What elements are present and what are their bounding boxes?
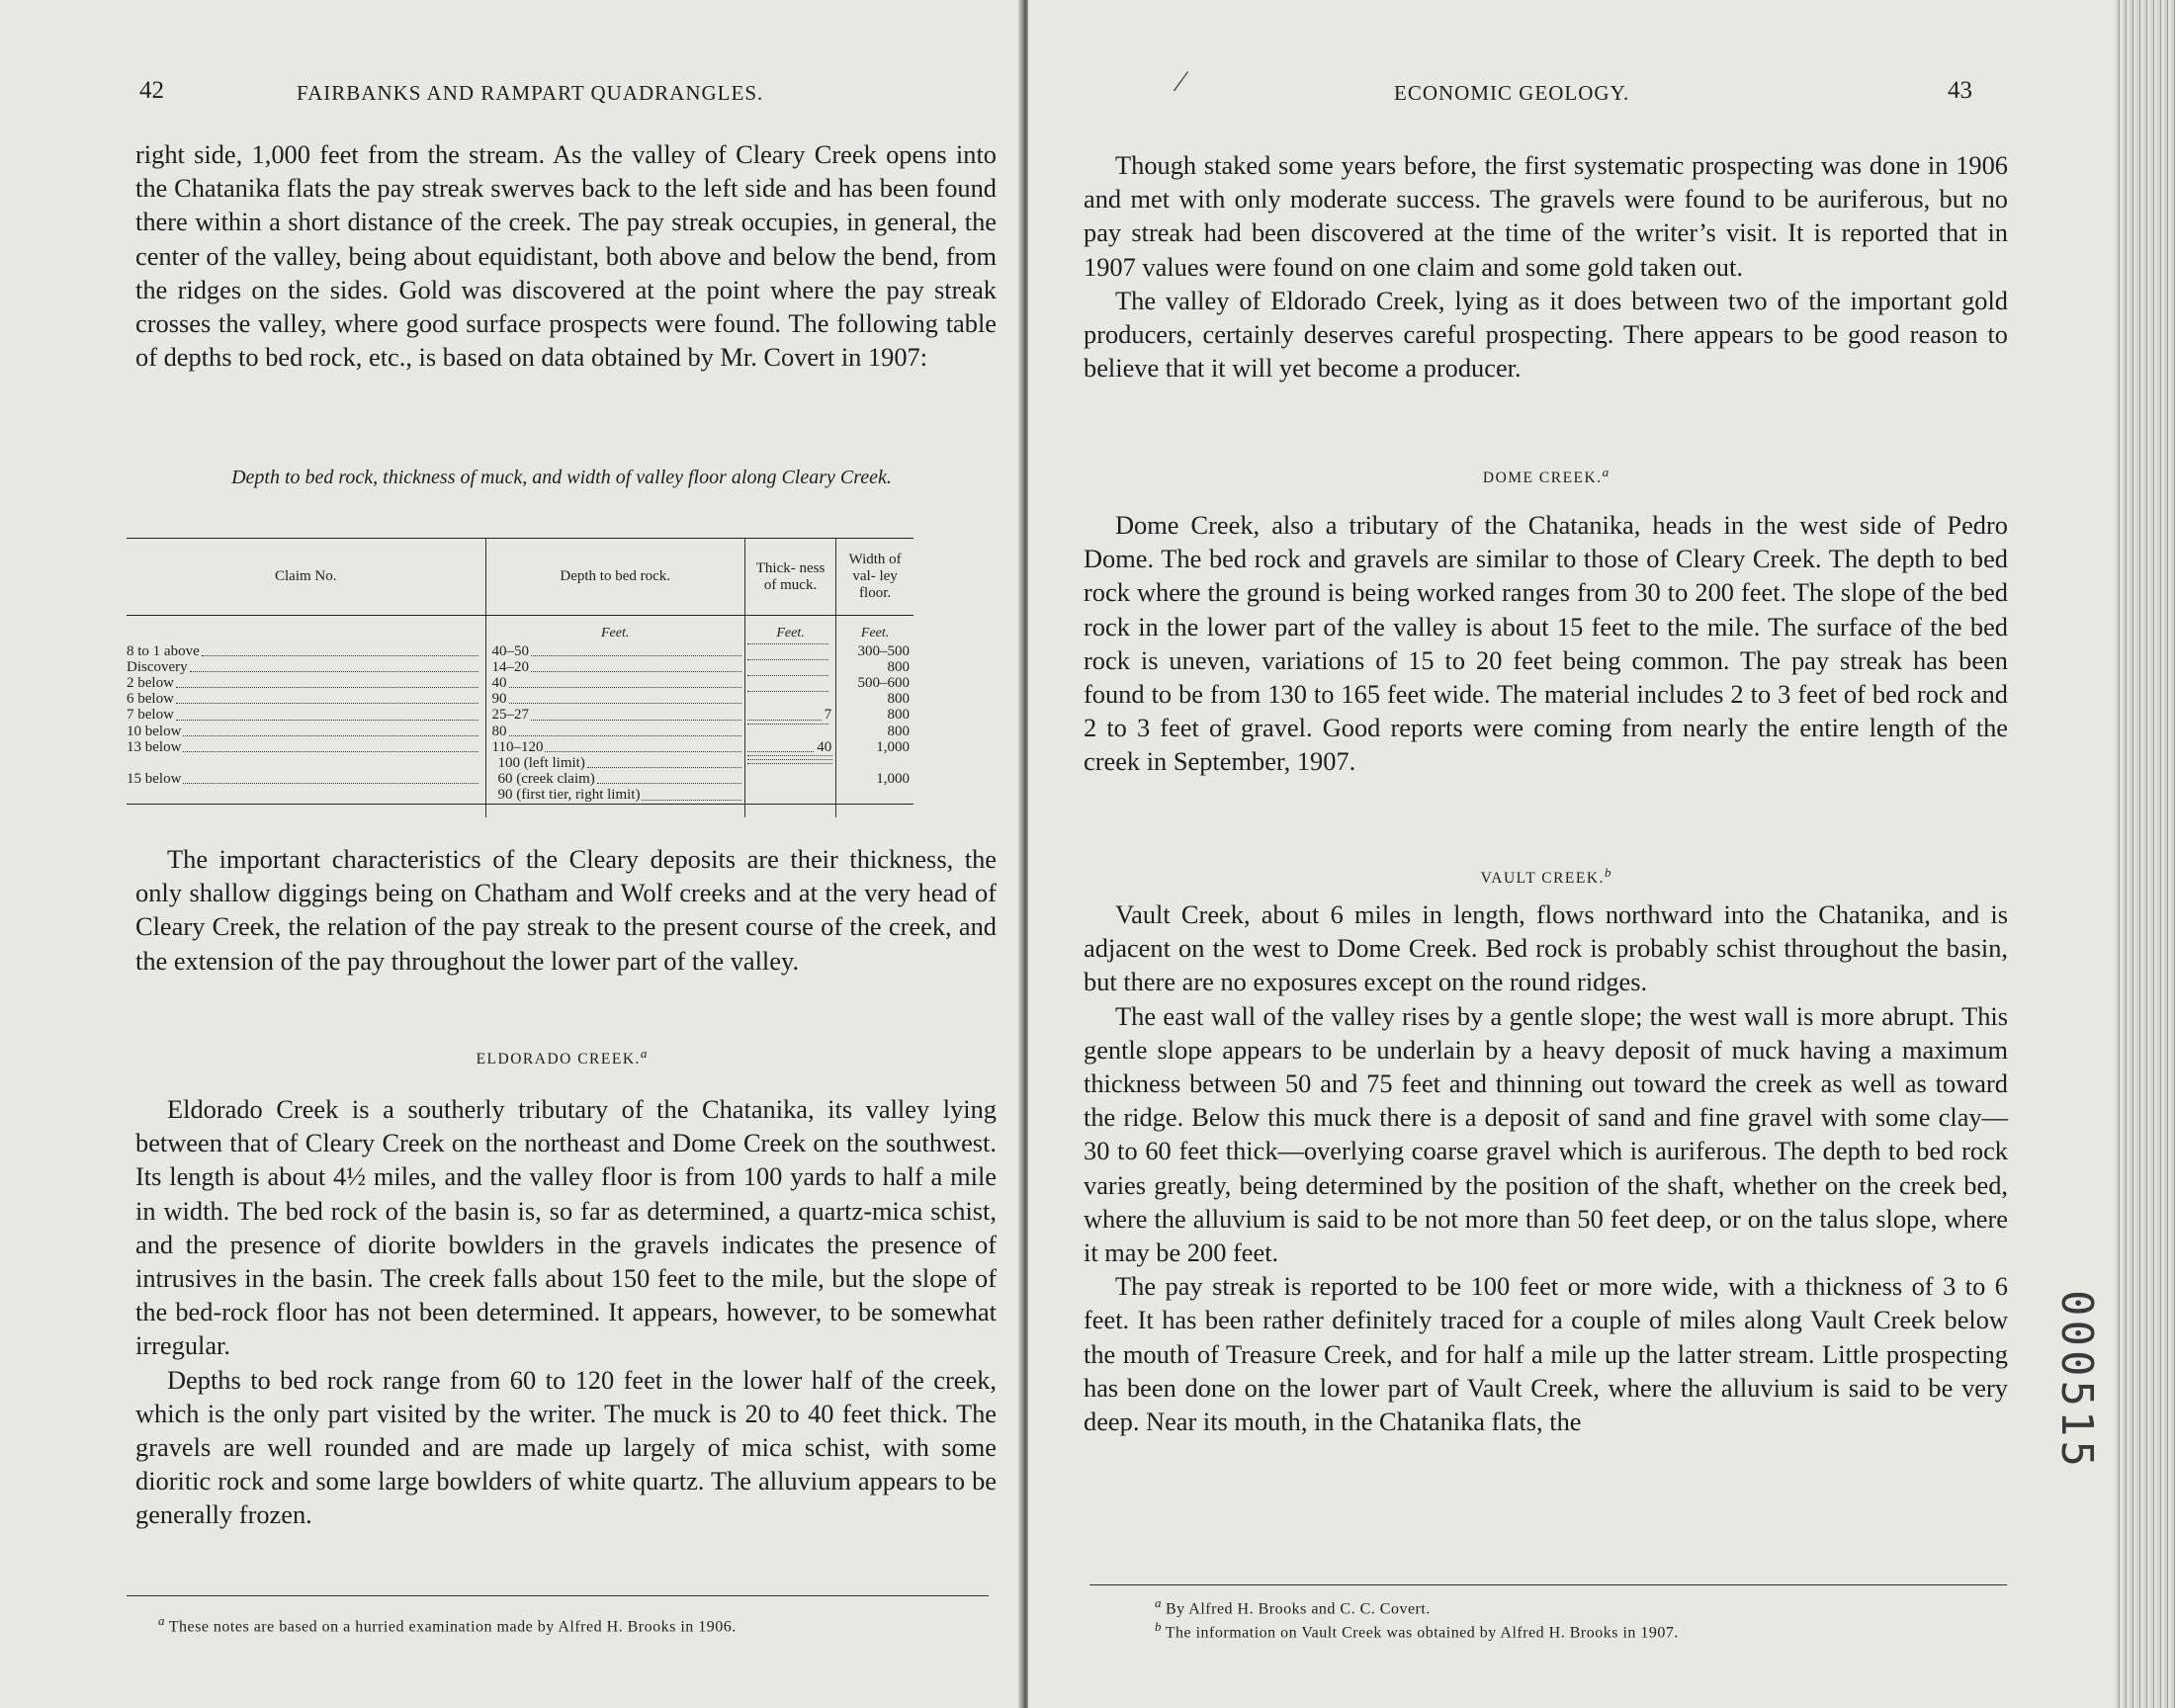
claim-cell: 13 below bbox=[127, 738, 182, 755]
eldorado-text bbox=[135, 1092, 997, 1532]
depth-cell-creek-claim: 60 (creek claim) bbox=[497, 771, 595, 788]
unit-muck: Feet. bbox=[744, 616, 835, 643]
right-page-number: 43 bbox=[1948, 77, 1972, 104]
header-depth: Depth to bed rock. bbox=[485, 539, 744, 616]
header-claim: Claim No. bbox=[127, 539, 485, 616]
width-cell: 800 bbox=[836, 691, 914, 707]
table-row bbox=[127, 691, 914, 707]
page-stack-edge bbox=[2116, 0, 2175, 1708]
header-muck: Thick- ness of muck. bbox=[744, 539, 835, 616]
vault-text bbox=[1084, 897, 2008, 1438]
eldorado-heading-text: ELDORADO CREEK. bbox=[476, 1051, 641, 1068]
para-vault-3: The pay streak is reported to be 100 feet or more wide, with a thickness of 3 to 6 feet. It has been rather definitely traced for a couple of miles along Vault Creek below the mouth of Treasure Creek, and for half a mile up the latter stream. Little prospecting has been done on the lower part of Vault Creek, where the alluvium is said to be very deep. Near its mouth, in the Chatanika flats, the bbox=[1084, 1271, 2008, 1437]
width-cell: 1,000 bbox=[836, 739, 914, 755]
left-para-top-block bbox=[135, 137, 997, 374]
para-dome: Dome Creek, also a tributary of the Chatanika, heads in the west side of Pedro Dome. The bed rock and gravels are similar to those of Cleary Creek. The depth to bed rock where the ground is being worked ranges from 30 to 200 feet. The slope of the bed rock in the lower part of the valley is about 15 feet to the mile. The surface of the bed rock is uneven, variations of 15 to 20 feet being common. The pay streak has been found to be from 130 to 165 feet wide. The material includes 2 to 3 feet of bed rock and 2 to 3 feet of gravel. Good reports were coming from nearly the entire length of the creek in September, 1907. bbox=[1084, 510, 2008, 777]
depth-table bbox=[127, 538, 914, 817]
left-footnote-marker: a bbox=[158, 1613, 165, 1628]
right-footnote-a-text: By Alfred H. Brooks and C. C. Covert. bbox=[1166, 1600, 1431, 1618]
left-page-number: 42 bbox=[139, 77, 164, 104]
left-lower-text bbox=[135, 842, 997, 978]
claim-cell: Discovery bbox=[127, 658, 188, 675]
width-cell: 800 bbox=[836, 659, 914, 675]
para-vault-1: Vault Creek, about 6 miles in length, flows northward into the Chatanika, and is adjacent on the west to Dome Creek. Bed rock is probably schist throughout the basin, but there are no exposures except on the round ridges. bbox=[1084, 899, 2008, 997]
header-width: Width of val- ley floor. bbox=[836, 539, 914, 616]
width-cell: 800 bbox=[836, 707, 914, 723]
para-right-2: The valley of Eldorado Creek, lying as it does between two of the important gold producers, certainly deserves careful prospecting. There appears to be good reason to believe that it will yet become a producer. bbox=[1084, 285, 2008, 384]
vault-heading bbox=[1084, 865, 2008, 888]
right-footnote-rule bbox=[1089, 1584, 2007, 1585]
dome-footnote-marker: a bbox=[1602, 465, 1610, 479]
left-para-top: right side, 1,000 feet from the stream. As the valley of Cleary Creek opens into the Chatanika flats the pay streak swerves back to the left side and has been found there within a short distance of the creek. The pay streak occupies, in general, the center of the valley, being about equidistant, both above and below the bend, from the ridges on the sides. Gold was discovered at the point where the pay streak crosses the valley, where good surface prospects were found. The following table of depths to bed rock, etc., is based on data obtained by Mr. Covert in 1907: bbox=[135, 139, 997, 373]
right-footnote-a-marker: a bbox=[1155, 1595, 1162, 1610]
depth-cell: 90 bbox=[491, 691, 507, 708]
table-body bbox=[127, 643, 914, 755]
eldorado-footnote-marker: a bbox=[640, 1046, 648, 1061]
para-eldorado-2: Depths to bed rock range from 60 to 120 feet in the lower half of the creek, which is the only part visited by the writer. The muck is 20 to 40 feet thick. The gravels are well rounded and are made up largely of mica schist, with some dioritic rock and some large bowlders of white quartz. The alluvium appears to be generally frozen. bbox=[135, 1364, 997, 1530]
left-footnote bbox=[158, 1611, 737, 1637]
unit-depth: Feet. bbox=[485, 616, 744, 643]
para-characteristics: The important characteristics of the Cleary deposits are their thickness, the only shallow diggings being on Chatham and Wolf creeks and at the very head of Cleary Creek, the relation of the pay streak to the present course of the creek, and the extension of the pay throughout the lower part of the valley. bbox=[135, 844, 997, 976]
claim-cell: 15 below bbox=[127, 771, 182, 788]
vault-footnote-marker: b bbox=[1604, 865, 1611, 880]
depth-cell-first-tier: 90 (first tier, right limit) bbox=[497, 787, 641, 804]
table-row bbox=[127, 707, 914, 723]
muck-cell: 7 bbox=[824, 707, 832, 724]
depth-cell: 25–27 bbox=[491, 707, 530, 724]
width-cell: 1,000 bbox=[836, 755, 914, 804]
depth-cell: 14–20 bbox=[491, 658, 530, 675]
depth-cell: 110–120 bbox=[491, 738, 544, 755]
claim-cell: 2 below bbox=[127, 674, 174, 691]
table-row bbox=[127, 659, 914, 675]
left-running-head: FAIRBANKS AND RAMPART QUADRANGLES. bbox=[297, 81, 764, 105]
depth-cell: 40 bbox=[491, 674, 507, 691]
right-footnote-b bbox=[1155, 1617, 1679, 1643]
left-footnote-text: These notes are based on a hurried examination made by Alfred H. Brooks in 1906. bbox=[168, 1618, 737, 1636]
dome-text bbox=[1084, 508, 2008, 779]
para-right-1: Though staked some years before, the first systematic prospecting was done in 1906 and met with only moderate success. The gravels were found to be auriferous, but no pay streak had been discovered at the time of the writer’s visit. It is reported that in 1907 values were found on one claim and some gold taken out. bbox=[1084, 150, 2008, 282]
table-row-15-below bbox=[127, 755, 914, 804]
table-row bbox=[127, 724, 914, 739]
claim-cell: 7 below bbox=[127, 707, 174, 724]
right-footnote-b-text: The information on Vault Creek was obtained by Alfred H. Brooks in 1907. bbox=[1165, 1624, 1679, 1642]
depth-cell-left-limit: 100 (left limit) bbox=[497, 754, 585, 771]
claim-cell: 8 to 1 above bbox=[127, 642, 200, 659]
claim-cell: 6 below bbox=[127, 691, 174, 708]
table-caption: Depth to bed rock, thickness of muck, and width of valley floor along Cleary Creek. bbox=[231, 467, 892, 488]
dome-heading-text: DOME CREEK. bbox=[1482, 470, 1603, 487]
pencil-mark-icon: ⁄ bbox=[1178, 65, 1184, 98]
unit-width: Feet. bbox=[836, 616, 914, 643]
depth-cell: 40–50 bbox=[491, 642, 530, 659]
left-page bbox=[0, 0, 1024, 1708]
left-footnote-rule bbox=[127, 1595, 989, 1596]
width-cell: 500–600 bbox=[836, 675, 914, 691]
para-eldorado-1: Eldorado Creek is a southerly tributary of the Chatanika, its valley lying between that of Cleary Creek on the northeast and Dome Creek on the southwest. Its length is about 4½ miles, and the valley floor is from 100 yards to half a mile in width. The bed rock of the basin is, so far as determined, a quartz-mica schist, and the presence of diorite bowlders in the gravels indicates the presence of intrusives in the basin. The creek falls about 150 feet to the mile, but the slope of the bed-rock floor has not been determined. It appears, however, to be somewhat irregular. bbox=[135, 1094, 997, 1361]
width-cell: 800 bbox=[836, 724, 914, 739]
table-row bbox=[127, 739, 914, 755]
para-vault-2: The east wall of the valley rises by a gentle slope; the west wall is more abrupt. This gentle slope appears to be underlain by a heavy deposit of muck having a maximum thickness between 50 and 75 feet and thinning out toward the creek as well as toward the ridge. Below this muck there is a deposit of sand and fine gravel with some clay—30 to 60 feet thick—overlying coarse gravel which is auriferous. The depth to bed rock varies greatly, being determined by the position of the shaft, whether on the creek bed, where the alluvium is said to be not more than 50 feet deep, or on the talus slope, where it may be 200 feet. bbox=[1084, 1000, 2008, 1268]
width-cell: 300–500 bbox=[836, 643, 914, 659]
muck-cell: 40 bbox=[817, 738, 832, 755]
claim-cell: 10 below bbox=[127, 723, 182, 739]
right-page bbox=[1028, 0, 2131, 1708]
right-upper-text bbox=[1084, 148, 2008, 384]
table-row bbox=[127, 675, 914, 691]
right-running-head: ECONOMIC GEOLOGY. bbox=[1394, 81, 1630, 105]
right-footnote-a bbox=[1155, 1593, 1431, 1619]
dome-heading bbox=[1084, 465, 2008, 487]
archive-stamp: 000515 bbox=[2051, 1290, 2102, 1471]
right-footnote-b-marker: b bbox=[1155, 1619, 1162, 1634]
depth-cell: 80 bbox=[491, 723, 507, 739]
unit-claim bbox=[127, 616, 485, 643]
vault-heading-text: VAULT CREEK. bbox=[1480, 870, 1605, 888]
table-row bbox=[127, 643, 914, 659]
eldorado-heading bbox=[127, 1046, 997, 1068]
